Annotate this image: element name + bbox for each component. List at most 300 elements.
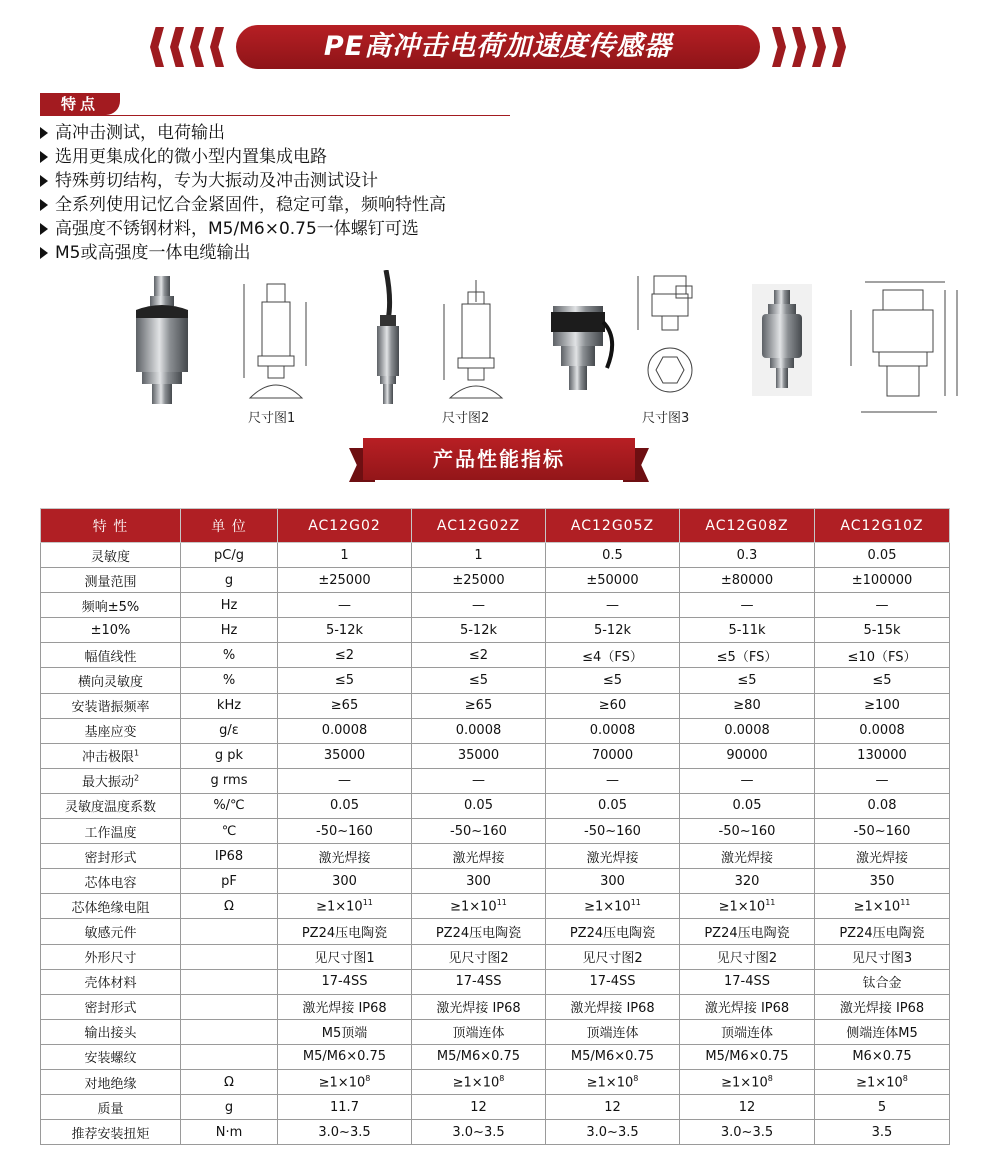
product-photo-2 [368,270,408,405]
table-cell [41,543,181,568]
cell-text: 幅值线性 [84,649,137,665]
superscript: 1 [133,748,140,758]
table-cell [546,819,680,844]
table-cell [546,919,680,944]
cell-text: 安装螺纹 [84,1051,137,1067]
table-row [41,543,950,568]
cell-text: 11.7 [330,1099,359,1115]
table-cell [181,969,278,994]
cell-text: 灵敏度温度系数 [64,800,156,816]
table-header-row [41,509,950,543]
table-cell [815,1095,950,1120]
table-row [41,969,950,994]
cell-text: 激光焊接 IP68 [436,1001,521,1017]
table-row [41,1044,950,1069]
table-row [41,568,950,593]
table-cell [815,618,950,643]
cell-text: PZ24压电陶瓷 [569,925,656,941]
table-cell [412,1120,546,1145]
cell-text: ≤4（FS） [582,649,643,665]
table-cell [680,1120,815,1145]
cell-text: 12 [470,1099,487,1115]
table-cell [181,718,278,743]
table-cell [815,568,950,593]
table-cell [815,919,950,944]
chevron-right-icon [772,27,786,67]
table-cell [546,869,680,894]
table-cell [412,618,546,643]
cell-text: 0.0008 [724,723,770,739]
cell-text: 密封形式 [84,850,137,866]
cell-text: 5-12k [325,622,364,638]
table-cell [815,869,950,894]
cell-text: ≥1×10 [721,1075,768,1091]
table-cell [181,994,278,1019]
cell-text: 频响±5% [81,599,140,615]
cell-text: Ω [224,898,234,914]
superscript: 2 [133,774,140,784]
cell-text: ≤2 [334,647,355,663]
cell-text: M5/M6×0.75 [302,1049,387,1065]
table-cell [412,1019,546,1044]
chevron-left-icon [170,27,184,67]
table-cell [278,1120,412,1145]
table-cell [278,944,412,969]
dimension-drawing-2 [440,280,512,405]
cell-text: 输出接头 [84,1026,137,1042]
table-cell [412,593,546,618]
table-cell [815,593,950,618]
cell-text: ≥65 [464,698,493,714]
table-cell [278,693,412,718]
table-cell [680,894,815,919]
cell-text: — [472,773,485,789]
table-cell [680,568,815,593]
table-cell [815,668,950,693]
table-cell [546,1019,680,1044]
cell-text: 5-15k [863,622,901,638]
table-cell [815,1044,950,1069]
table-cell [278,718,412,743]
table-cell [680,994,815,1019]
table-cell [546,793,680,818]
cell-text: 激光焊接 [318,850,371,866]
cell-text: M5/M6×0.75 [436,1049,521,1065]
superscript: 8 [499,1073,505,1083]
cell-text: ≥1×10 [586,1075,634,1091]
table-cell [41,743,181,768]
table-cell [412,844,546,869]
table-row [41,1069,950,1094]
cell-text: -50~160 [718,823,776,839]
caption-drawing-1: 尺寸图1 [248,411,296,426]
superscript: 11 [765,898,776,908]
table-cell [412,869,546,894]
cell-text: 300 [600,873,625,889]
cell-text: ≥65 [330,698,359,714]
cell-text: — [606,773,619,789]
cell-text: 320 [734,873,760,889]
specs-heading-banner [349,432,649,488]
cell-text: g [224,1099,234,1115]
cell-text: 激光焊接 IP68 [704,1001,790,1017]
cell-text: -50~160 [450,823,507,839]
cell-text: 见尺寸图2 [448,951,509,967]
cell-text: 0.05 [464,798,493,814]
cell-text: — [875,597,889,613]
table-cell [680,718,815,743]
table-cell [815,793,950,818]
product-photo-4 [752,284,812,396]
table-cell [680,919,815,944]
cell-text: N·m [215,1124,243,1140]
cell-text: PZ24压电陶瓷 [301,925,388,941]
table-cell [278,568,412,593]
table-cell [546,743,680,768]
cell-text: 3.0~3.5 [452,1124,505,1140]
cell-text: -50~160 [853,823,911,839]
cell-text: 17-4SS [455,974,502,990]
table-cell [41,844,181,869]
table-cell [680,869,815,894]
table-cell [815,1019,950,1044]
cell-text: — [606,597,619,613]
cell-text: Hz [220,622,238,638]
table-cell [412,743,546,768]
cell-text: 0.5 [602,547,623,563]
cell-text: 3.0~3.5 [720,1124,774,1140]
table-cell [546,1120,680,1145]
table-cell [412,994,546,1019]
table-header-cell: AC12G02Z [412,509,546,543]
caption-drawing-2: 尺寸图2 [442,411,490,426]
table-cell [278,1019,412,1044]
table-cell [181,668,278,693]
cell-text: ≥1×10 [452,1075,500,1091]
cell-text: 芯体电容 [84,875,137,891]
cell-text: 70000 [591,748,634,764]
cell-text: ≥1×10 [853,899,901,915]
table-cell [278,543,412,568]
table-cell [412,969,546,994]
cell-text: 0.0008 [455,723,502,739]
table-row [41,1019,950,1044]
cell-text: 12 [738,1099,756,1115]
cell-text: ≥100 [864,698,900,714]
cell-text: pF [221,873,237,889]
table-row [41,668,950,693]
table-cell [181,543,278,568]
table-row [41,819,950,844]
table-cell [181,1044,278,1069]
chevron-left-icon [190,27,204,67]
cell-text: — [740,773,754,789]
table-cell [412,668,546,693]
table-cell [181,743,278,768]
cell-text: 0.08 [867,798,897,814]
cell-text: PZ24压电陶瓷 [839,925,925,941]
cell-text: IP68 [214,848,244,864]
table-cell [278,819,412,844]
cell-text: ±25000 [318,572,371,588]
cell-text: 激光焊接 [720,850,773,866]
table-cell [815,718,950,743]
cell-text: — [740,597,754,613]
cell-text: 测量范围 [84,574,137,590]
cell-text: Hz [220,597,238,613]
cell-text: g/ε [219,723,239,739]
table-cell [546,944,680,969]
table-cell [278,768,412,793]
table-row [41,768,950,793]
table-cell [41,919,181,944]
product-photo-3 [545,298,620,398]
table-cell [680,543,815,568]
cell-text: 0.05 [330,798,359,814]
table-cell [278,1044,412,1069]
table-cell [680,743,815,768]
table-cell [181,894,278,919]
cell-text: ≤5 [468,673,489,689]
cell-text: ≤10（FS） [847,649,917,665]
table-cell [815,894,950,919]
cell-text: ≥1×10 [718,899,766,915]
table-cell [680,668,815,693]
cell-text: 3.5 [871,1124,893,1140]
cell-text: ≤5 [872,673,892,689]
table-cell [41,668,181,693]
cell-text: 灵敏度 [90,549,130,565]
table-cell [181,919,278,944]
cell-text: PZ24压电陶瓷 [704,925,790,941]
superscript: 8 [633,1073,639,1083]
cell-text: M5/M6×0.75 [705,1049,789,1065]
table-cell [181,768,278,793]
cell-text: ≤5（FS） [716,649,778,665]
table-cell [546,643,680,668]
table-cell [41,869,181,894]
cell-text: 0.05 [867,547,897,563]
cell-text: ≤5 [334,673,355,689]
table-cell [41,894,181,919]
table-cell [680,944,815,969]
table-cell [412,944,546,969]
cell-text: 0.0008 [321,723,368,739]
features-heading: 特点 [40,93,120,115]
feature-item: M5或高强度一体电缆输出 [40,241,446,265]
page-title: PE高冲击电荷加速度传感器 [323,31,673,62]
table-row [41,944,950,969]
table-cell [41,768,181,793]
table-cell [41,618,181,643]
table-cell [41,944,181,969]
table-cell [815,543,950,568]
chevron-right-icon [792,27,806,67]
specs-heading: 产品性能指标 [363,438,635,480]
table-cell [680,969,815,994]
table-header-cell: 特 性 [41,509,181,543]
table-cell [278,869,412,894]
table-cell [546,1069,680,1094]
cell-text: 激光焊接 [452,850,505,866]
table-cell [815,643,950,668]
table-cell [546,568,680,593]
cell-text: 17-4SS [723,974,770,990]
table-cell [680,643,815,668]
features-divider [40,115,510,116]
table-cell [278,1069,412,1094]
cell-text: 安装谐振频率 [71,700,150,716]
cell-text: — [472,597,485,613]
cell-text: ≥1×10 [584,899,631,915]
table-cell [412,1069,546,1094]
table-cell [412,768,546,793]
cell-text: 激光焊接 IP68 [570,1001,655,1017]
cell-text: 密封形式 [84,1001,137,1017]
cell-text: 推荐安装扭矩 [71,1126,150,1142]
cell-text: 5-12k [593,622,632,638]
cell-text: 敏感元件 [84,925,137,941]
table-cell [41,693,181,718]
cell-text: %/℃ [213,798,245,814]
cell-text: 0.05 [598,798,627,814]
cell-text: M5顶端 [321,1026,368,1042]
feature-item: 选用更集成化的微小型内置集成电路 [40,145,446,169]
table-row [41,919,950,944]
table-cell [41,1069,181,1094]
chevron-left-icon [150,27,164,67]
feature-item: 高强度不锈钢材料，M5/M6×0.75一体螺钉可选 [40,217,446,241]
table-cell [181,693,278,718]
table-cell [815,944,950,969]
table-cell [181,618,278,643]
table-header-cell: AC12G02 [278,509,412,543]
cell-text: 350 [869,873,895,889]
table-cell [412,643,546,668]
table-cell [546,894,680,919]
cell-text: 侧端连体M5 [846,1026,918,1042]
cell-text: 5 [877,1099,887,1115]
table-cell [278,1095,412,1120]
table-cell [41,969,181,994]
table-row [41,844,950,869]
cell-text: 顶端连体 [452,1026,505,1042]
cell-text: 见尺寸图1 [314,951,375,967]
table-cell [680,593,815,618]
cell-text: 顶端连体 [586,1026,639,1042]
cell-text: 130000 [857,748,907,764]
table-cell [815,994,950,1019]
table-cell [41,1044,181,1069]
superscript: 8 [767,1073,773,1083]
cell-text: 17-4SS [589,974,636,990]
feature-item: 特殊剪切结构，专为大振动及冲击测试设计 [40,169,446,193]
table-cell [412,1044,546,1069]
table-row [41,743,950,768]
cell-text: ℃ [221,823,237,839]
table-cell [546,994,680,1019]
table-cell [680,1044,815,1069]
superscript: 8 [365,1073,371,1083]
table-row [41,643,950,668]
table-row [41,869,950,894]
product-photo-1 [132,276,192,404]
table-cell [412,568,546,593]
table-header-cell: AC12G05Z [546,509,680,543]
cell-text: 0.3 [736,547,758,563]
cell-text: ≥1×10 [318,1075,366,1091]
cell-text: 见尺寸图2 [582,951,643,967]
table-cell [278,668,412,693]
table-cell [546,618,680,643]
cell-text: ±25000 [452,572,505,588]
product-images [120,262,980,432]
table-row [41,693,950,718]
table-cell [815,1069,950,1094]
table-cell [278,994,412,1019]
table-row [41,894,950,919]
table-cell [412,543,546,568]
cell-text: pC/g [214,547,244,563]
table-cell [546,1044,680,1069]
dimension-drawing-3 [632,266,712,406]
cell-text: 90000 [726,748,768,764]
table-cell [815,1120,950,1145]
table-cell [546,593,680,618]
table-cell [181,1019,278,1044]
table-cell [412,1095,546,1120]
cell-text: — [875,773,889,789]
table-header-cell: AC12G10Z [815,509,950,543]
table-cell [680,844,815,869]
table-cell [546,718,680,743]
cell-text: 5-12k [459,622,498,638]
dimension-drawing-4 [845,262,970,422]
superscript: 11 [496,898,507,908]
cell-text: % [222,673,236,689]
table-cell [41,718,181,743]
cell-text: ±50000 [586,572,639,588]
cell-text: ≥60 [598,698,627,714]
table-cell [181,568,278,593]
table-cell [181,1120,278,1145]
cell-text: 3.0~3.5 [318,1124,371,1140]
table-cell [181,944,278,969]
table-cell [546,693,680,718]
table-cell [546,668,680,693]
table-cell [41,1019,181,1044]
cell-text: 对地绝缘 [84,1076,137,1092]
cell-text: M5/M6×0.75 [570,1049,655,1065]
table-cell [680,1095,815,1120]
cell-text: 35000 [323,748,366,764]
table-cell [412,718,546,743]
table-cell [41,994,181,1019]
cell-text: 见尺寸图3 [851,951,913,967]
superscript: 8 [902,1073,908,1083]
table-row [41,1120,950,1145]
feature-item: 全系列使用记忆合金紧固件，稳定可靠，频响特性高 [40,193,446,217]
cell-text: ≥1×10 [856,1075,903,1091]
cell-text: M6×0.75 [852,1049,912,1065]
table-cell [680,819,815,844]
table-cell [412,693,546,718]
features-list [40,121,446,265]
cell-text: ≥80 [733,698,761,714]
table-cell [181,1069,278,1094]
table-cell [278,593,412,618]
table-cell [546,768,680,793]
